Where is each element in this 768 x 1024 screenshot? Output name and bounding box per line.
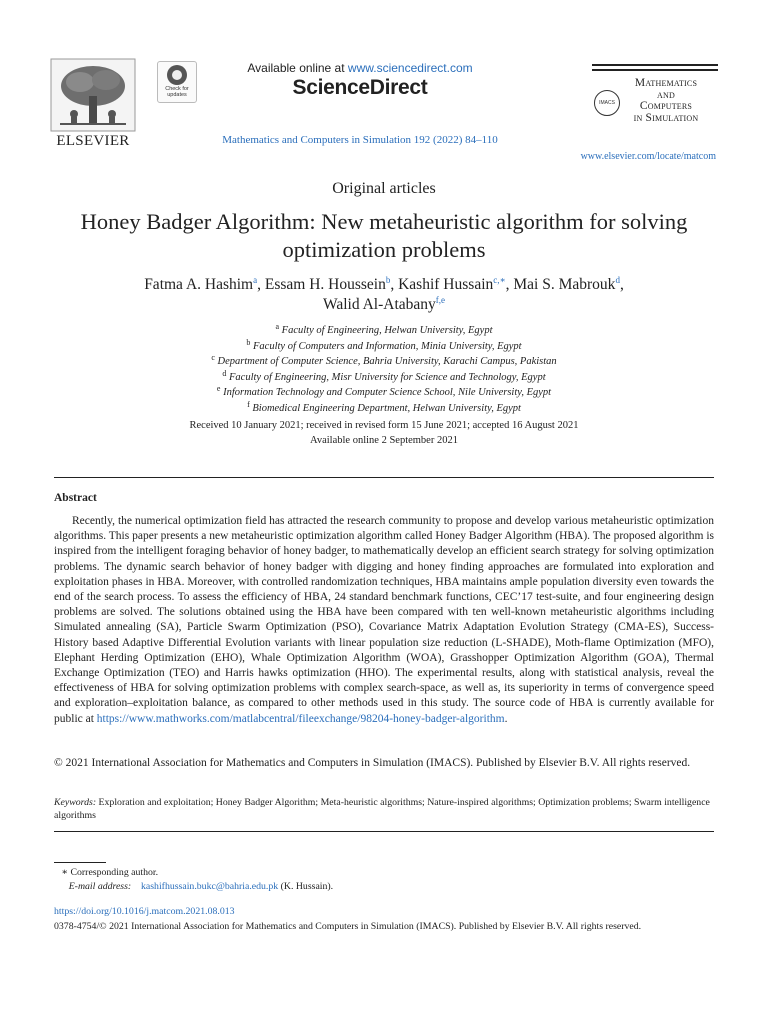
author-affiliation-marker[interactable]: c,∗ bbox=[493, 275, 506, 285]
author-separator: , bbox=[257, 276, 265, 293]
journal-logo-line: Mathematics bbox=[634, 77, 698, 89]
email-link[interactable]: kashifhussain.bukc@bahria.edu.pk bbox=[141, 881, 279, 892]
check-updates-icon bbox=[167, 65, 187, 85]
corresponding-mark: ∗ bbox=[61, 867, 69, 878]
affiliation-item bbox=[60, 354, 708, 370]
divider bbox=[54, 477, 714, 478]
author-affiliation-marker[interactable]: a bbox=[253, 275, 258, 285]
affiliation-key: c bbox=[211, 353, 215, 362]
email-line bbox=[54, 880, 714, 894]
affiliation-key: f bbox=[247, 399, 250, 409]
author-affiliation-marker[interactable]: f,e bbox=[435, 295, 446, 305]
abstract-heading: Abstract bbox=[54, 492, 97, 504]
abstract-copyright: © 2021 International Association for Mathematics and Computers in Simulation (IMACS). Published by Elsevier B.V. All rights reserved. bbox=[54, 757, 691, 769]
available-prefix: Available online at bbox=[247, 61, 348, 75]
affiliation-text: Faculty of Engineering, Helwan University, Egypt bbox=[281, 325, 493, 336]
affiliation-key: d bbox=[222, 368, 227, 378]
divider bbox=[54, 831, 714, 832]
journal-logo-line: in Simulation bbox=[633, 111, 699, 124]
author-affiliation-marker[interactable]: d bbox=[615, 275, 620, 285]
journal-logo-line: and bbox=[657, 88, 675, 101]
affiliation-item bbox=[60, 385, 708, 401]
email-label: E-mail address: bbox=[68, 881, 132, 892]
logo-second-rule bbox=[592, 69, 718, 71]
available-online-date: Available online 2 September 2021 bbox=[310, 434, 458, 446]
platform-name: ScienceDirect bbox=[292, 76, 428, 99]
footnote-rule bbox=[54, 862, 106, 863]
affiliation-key: a bbox=[275, 322, 280, 331]
author-affiliation-marker[interactable]: b bbox=[385, 275, 391, 285]
abstract-end: . bbox=[504, 712, 508, 725]
journal-logo-line: Computers bbox=[639, 100, 693, 112]
article-section: Original articles bbox=[332, 180, 436, 197]
author-name[interactable]: Mai S. Mabrouk bbox=[513, 276, 616, 293]
journal-logo[interactable] bbox=[592, 64, 722, 134]
affiliation-text: Department of Computer Science, Bahria University, Karachi Campus, Pakistan bbox=[217, 356, 557, 367]
keywords bbox=[54, 796, 714, 822]
doi-link[interactable]: https://doi.org/10.1016/j.matcom.2021.08.013 bbox=[54, 906, 235, 917]
tree-icon bbox=[50, 58, 136, 132]
author-name[interactable]: Walid Al-Atabany bbox=[322, 296, 436, 313]
affiliation-item bbox=[60, 323, 708, 339]
author-separator: , bbox=[505, 276, 514, 293]
publisher-name: ELSEVIER bbox=[56, 133, 130, 149]
affiliation-item bbox=[60, 339, 708, 355]
logo-top-rule bbox=[592, 64, 718, 66]
corresponding-footnote bbox=[54, 866, 714, 894]
article-title: Honey Badger Algorithm: New metaheuristic algorithm for solving optimization problems bbox=[80, 209, 688, 262]
abstract-body bbox=[54, 514, 714, 727]
affiliation-text: Information Technology and Computer Science School, Nile University, Egypt bbox=[223, 387, 552, 398]
author-separator: , bbox=[390, 276, 399, 293]
email-name: (K. Hussain). bbox=[278, 881, 334, 892]
article-history bbox=[60, 419, 708, 448]
author-name[interactable]: Fatma A. Hashim bbox=[144, 276, 254, 293]
imacs-seal-icon: IMACS bbox=[594, 90, 620, 116]
affiliation-list bbox=[60, 323, 708, 416]
author-list bbox=[70, 275, 698, 315]
affiliation-key: e bbox=[216, 384, 221, 393]
keywords-label: Keywords: bbox=[54, 797, 97, 808]
sciencedirect-link[interactable]: www.sciencedirect.com bbox=[347, 61, 473, 75]
abstract-text: Recently, the numerical optimization field has attracted the research community to propose and develop various metaheuristic optimization algorithms. This paper presents a new metaheuristic optimization algorithm called Honey Badger Algorithm (HBA). The proposed algorithm is inspired from the intelligent foraging behavior of honey badger, to mathematically develop an efficient search strategy for solving optimization problems. The dynamic search behavior of honey badger with digging and honey finding approaches are formulated into exploration and exploitation phases in HBA. Moreover, with controlled randomization techniques, HBA maintains ample population diversity even towards the end of the search process. To assess the efficiency of HBA, 24 standard benchmark functions, CEC’17 test-suite, and four engineering design problems are solved. The solutions obtained using the HBA have been compared with ten well-known metaheuristic algorithms including Simulated annealing (SA), Particle Swarm Optimization (PSO), Covariance Matrix Adaptation Evolution Strategy (CMA-ES), Success-History based Adaptive Differential Evolution variants with linear population size reduction (L-SHADE), Moth-flame Optimization (MFO), Elephant Herding Optimization (EHO), Whale Optimization Algorithm (WOA), Grasshopper Optimization Algorithm (GOA), Thermal Exchange Optimization (TEO) and Harris hawks optimization (HHO). The experimental results, along with statistical analysis, reveal the effectiveness of HBA for solving optimization problems with complex search-space, as well as, its superiority in terms of convergence speed and exploration–exploitation balance, as compared to other methods used in this study. The source code of HBA is currently available for public at bbox=[54, 515, 714, 725]
journal-url-link[interactable]: www.elsevier.com/locate/matcom bbox=[580, 151, 716, 162]
affiliation-key: b bbox=[246, 337, 251, 347]
affiliation-text: Faculty of Engineering, Misr University for Science and Technology, Egypt bbox=[229, 371, 546, 383]
author-separator: , bbox=[619, 276, 624, 293]
keywords-text: Exploration and exploitation; Honey Badger Algorithm; Meta-heuristic algorithms; Nature-inspired algorithms; Optimization problems; Swarm intelligence algorithms bbox=[54, 797, 710, 821]
author-name[interactable]: Essam H. Houssein bbox=[264, 276, 386, 293]
journal-logo-name bbox=[610, 78, 722, 124]
received-dates: Received 10 January 2021; received in revised form 15 June 2021; accepted 16 August 2021 bbox=[189, 420, 579, 431]
author-name[interactable]: Kashif Hussain bbox=[398, 276, 494, 293]
corresponding-text: Corresponding author. bbox=[68, 867, 159, 878]
affiliation-item bbox=[60, 370, 708, 386]
journal-reference-link[interactable]: Mathematics and Computers in Simulation 192 (2022) 84–110 bbox=[222, 134, 498, 146]
source-code-link[interactable]: https://www.mathworks.com/matlabcentral/fileexchange/98204-honey-badger-algorithm bbox=[96, 712, 505, 725]
affiliation-item bbox=[60, 401, 708, 417]
corresponding-line bbox=[54, 866, 714, 880]
check-updates-label: Check for updates bbox=[165, 86, 189, 98]
affiliation-text: Biomedical Engineering Department, Helwan University, Egypt bbox=[252, 402, 521, 414]
available-online-line bbox=[200, 61, 520, 75]
issn-copyright: 0378-4754/© 2021 International Association for Mathematics and Computers in Simulation (IMACS). Published by Elsevier B.V. All rights reserved. bbox=[54, 921, 642, 932]
check-for-updates-badge[interactable] bbox=[157, 61, 197, 103]
affiliation-text: Faculty of Computers and Information, Minia University, Egypt bbox=[253, 340, 522, 352]
